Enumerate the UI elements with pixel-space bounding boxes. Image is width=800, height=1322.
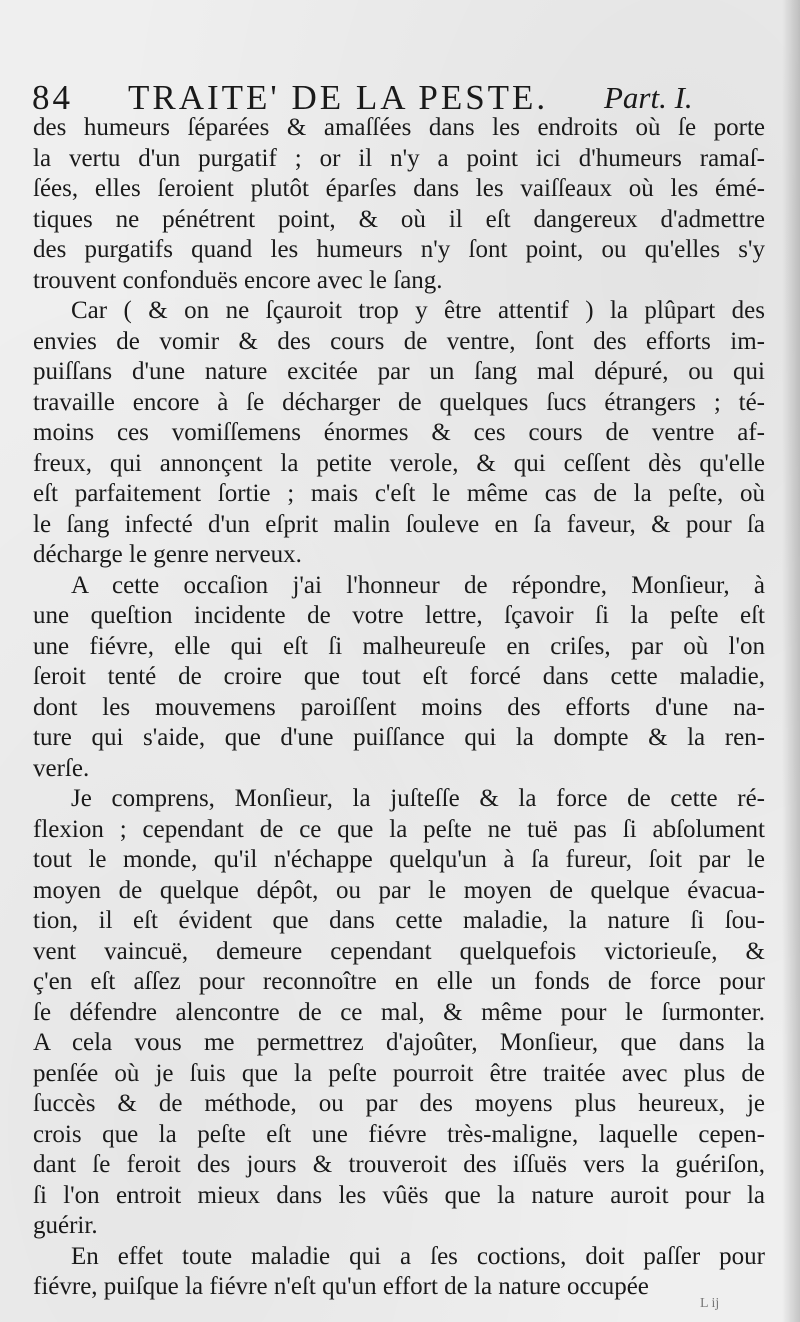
text-line: tout le monde, qu'il n'échappe quelqu'un à ſa fureur, ſoit par le (33, 846, 765, 873)
text-line: A cette occaſion j'ai l'honneur de répondre, Monſieur, à (71, 571, 765, 599)
text-line: moins ces vomiſſemens énormes & ces cours de ventre af- (33, 419, 765, 446)
text-line: trouvent confonduës encore avec le ſang. (33, 266, 443, 294)
paragraph (33, 784, 765, 1242)
paragraph (33, 296, 765, 571)
text-line: moyen de quelque dépôt, ou par le moyen de quelque évacua- (33, 876, 765, 904)
text-line: crois que la peſte eſt une fiévre très-maligne, laquelle cepen- (33, 1120, 765, 1148)
text-line: dont les mouvemens paroiſſent moins des efforts d'une na- (33, 693, 765, 721)
text-line: fiévre, puiſque la fiévre n'eſt qu'un effort de la nature occupée (33, 1273, 649, 1300)
text-line: une fiévre, elle qui eſt ſi malheureuſe en criſes, par où l'on (33, 632, 765, 660)
text-line: eſt parfaitement ſortie ; mais c'eſt le même cas de la peſte, où (33, 480, 765, 507)
text-line: Je comprens, Monſieur, la juſteſſe & la force de cette ré- (71, 785, 765, 812)
text-line: le ſang infecté d'un eſprit malin ſouleve en ſa faveur, & pour ſa (33, 510, 765, 538)
text-line: ſeroit tenté de croire que tout eſt forcé dans cette maladie, (33, 663, 765, 690)
page-number: 84 (32, 78, 73, 117)
text-line: En effet toute maladie qui a ſes coctions, doit paſſer pour (71, 1242, 765, 1270)
text-line: tion, il eſt évident que dans cette maladie, la nature ſi ſou- (33, 907, 765, 934)
text-line: une queſtion incidente de votre lettre, ſçavoir ſi la peſte eſt (33, 602, 765, 629)
paragraph (33, 113, 765, 296)
text-line: dant ſe feroit des jours & trouveroit des iſſuës vers la guériſon, (33, 1151, 765, 1178)
page-edge-shadow (782, 0, 800, 1322)
text-line: ç'en eſt aſſez pour reconnoître en elle un fonds de force pour (33, 968, 765, 995)
text-line: envies de vomir & des cours de ventre, ſont des efforts im- (33, 327, 765, 355)
text-line: ſe défendre alencontre de ce mal, & même pour le ſurmonter. (33, 998, 765, 1026)
text-line: des purgatifs quand les humeurs n'y ſont point, ou qu'elles s'y (33, 236, 765, 263)
text-line: verſe. (33, 754, 90, 782)
text-line: flexion ; cependant de ce que la peſte ne tuë pas ſi abſolument (33, 815, 765, 843)
text-line: ſuccès & de méthode, ou par des moyens plus heureux, je (33, 1090, 765, 1117)
paragraph (33, 1242, 765, 1303)
text-line: la vertu d'un purgatif ; or il n'y a point ici d'humeurs ramaſ- (33, 144, 765, 172)
text-line: des humeurs ſéparées & amaſſées dans les endroits où ſe porte (33, 114, 765, 141)
text-line: ſi l'on entroit mieux dans les vûës que la nature auroit pour la (33, 1181, 765, 1209)
signature-mark: L ij (700, 1296, 720, 1311)
text-line: freux, qui annonçent la petite verole, & qui ceſſent dès qu'elle (33, 449, 765, 477)
paragraph (33, 571, 765, 785)
text-line: guérir. (33, 1212, 98, 1239)
text-line: travaille encore à ſe décharger de quelques ſucs étrangers ; té- (33, 388, 765, 416)
text-line: tiques ne pénétrent point, & où il eſt dangereux d'admettre (33, 205, 765, 233)
running-title: TRAITE' DE LA PESTE. (128, 78, 549, 117)
body-text (33, 113, 765, 1303)
text-line: ture qui s'aide, que d'une puiſſance qui la dompte & la ren- (33, 724, 765, 751)
text-line: décharge le genre nerveux. (33, 541, 302, 568)
text-line: vent vaincuë, demeure cependant quelquefois victorieuſe, & (33, 937, 765, 965)
part-label: Part. I. (604, 80, 693, 115)
text-line: A cela vous me permettrez d'ajoûter, Monſieur, que dans la (33, 1029, 765, 1056)
text-line: puiſſans d'une nature excitée par un ſang mal dépuré, ou qui (33, 358, 765, 385)
text-line: Car ( & on ne ſçauroit trop y être attentif ) la plûpart des (71, 297, 765, 324)
text-line: penſée où je ſuis que la peſte pourroit être traitée avec plus de (33, 1059, 765, 1087)
text-line: ſées, elles ſeroient plutôt éparſes dans les vaiſſeaux où les émé- (33, 175, 765, 202)
